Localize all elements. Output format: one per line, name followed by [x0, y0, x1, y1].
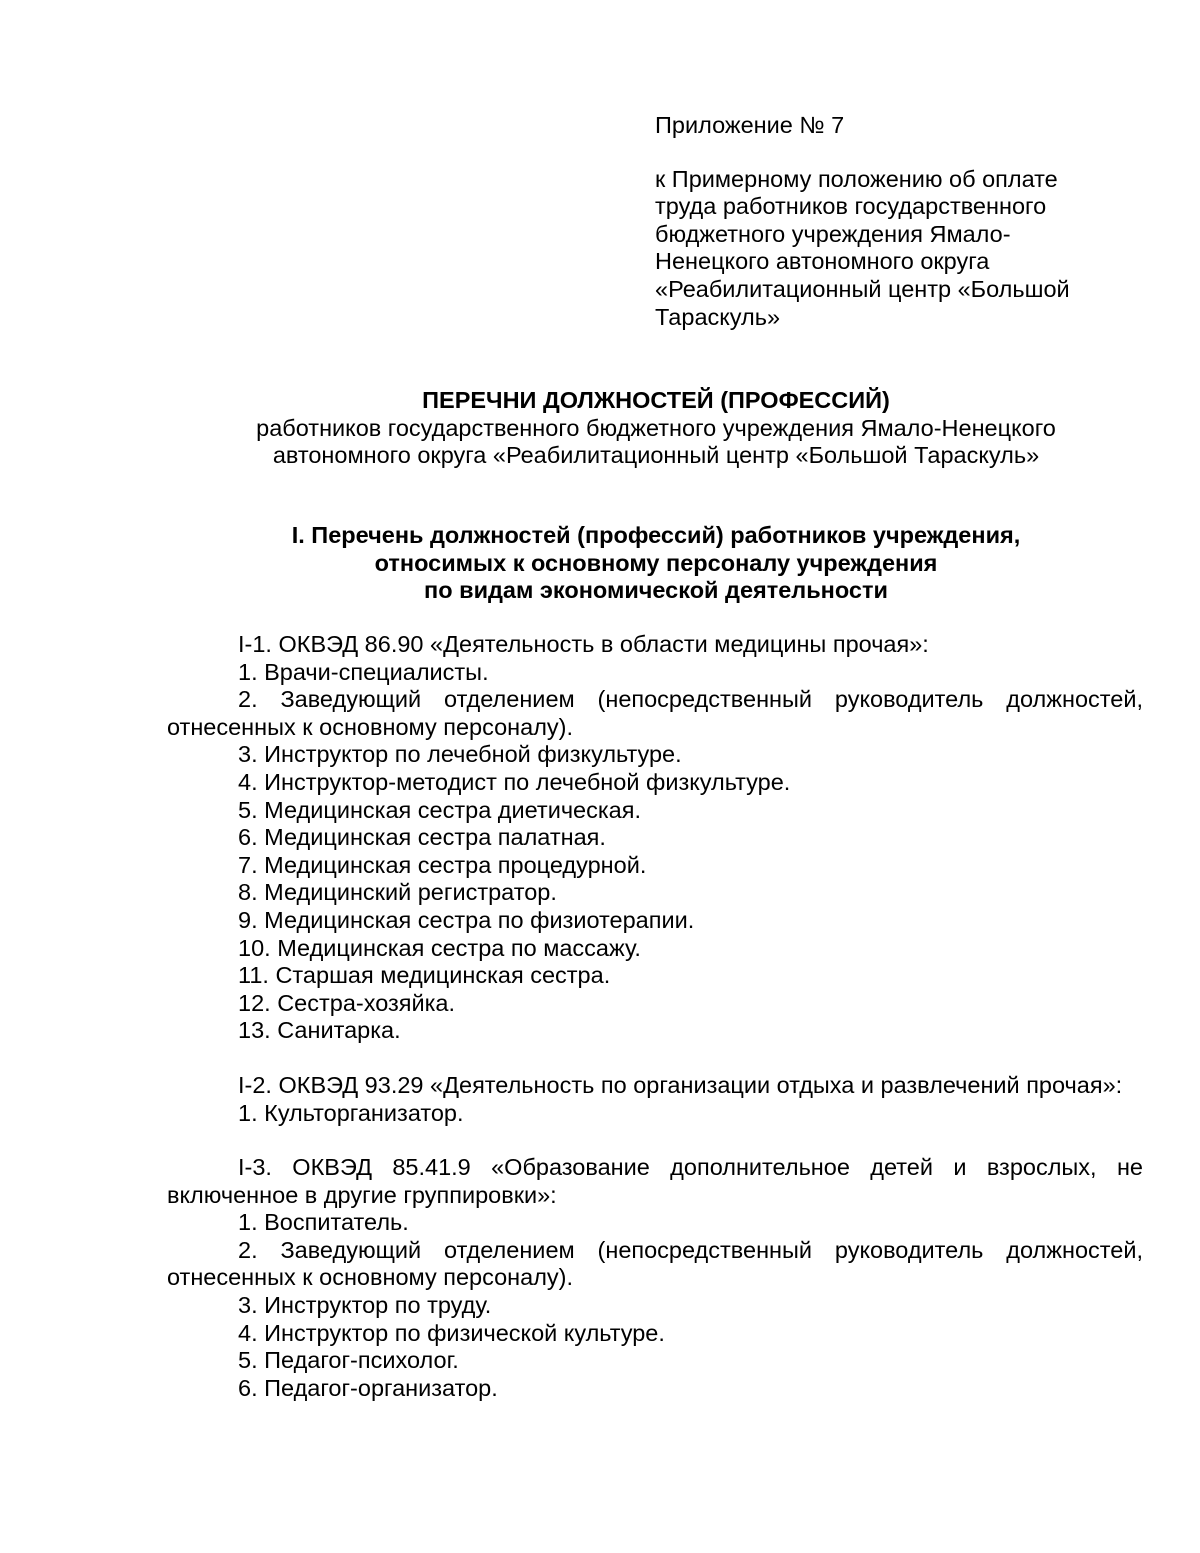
list-item: 1. Культорганизатор. — [238, 1099, 464, 1126]
list-item: 8. Медицинский регистратор. — [238, 879, 557, 906]
appendix-line: «Реабилитационный центр «Большой — [655, 275, 1070, 302]
list-item: 3. Инструктор по лечебной физкультуре. — [238, 741, 682, 768]
section-heading-line: I. Перечень должностей (профессий) работников учреждения, — [291, 522, 1021, 548]
list-item: 13. Санитарка. — [238, 1017, 401, 1044]
document-subtitle-line: автономного округа «Реабилитационный центр «Большой Тараскуль» — [272, 442, 1040, 469]
list-item: 5. Медицинская сестра диетическая. — [238, 796, 641, 823]
document-title-block — [150, 387, 1162, 470]
group-heading: I-3. ОКВЭД 85.41.9 «Образование дополнительное детей и взрослых, не включенное в другие группировки»: — [167, 1154, 1143, 1208]
group-heading: I-1. ОКВЭД 86.90 «Деятельность в области медицины прочая»: — [238, 631, 929, 657]
appendix-number: Приложение № 7 — [655, 112, 845, 138]
appendix-line: к Примерному положению об оплате — [655, 165, 1058, 192]
section-heading-line: относимых к основному персоналу учреждения — [374, 549, 938, 576]
list-item: 11. Старшая медицинская сестра. — [238, 962, 611, 989]
okved-group-2 — [167, 1072, 1143, 1127]
group-heading: I-2. ОКВЭД 93.29 «Деятельность по организации отдыха и развлечений прочая»: — [238, 1071, 1123, 1098]
list-item: 3. Инструктор по труду. — [238, 1292, 492, 1319]
list-item: 1. Врачи-специалисты. — [238, 658, 489, 685]
list-item: 2. Заведующий отделением (непосредственный руководитель должностей, отнесенных к основному персоналу). — [167, 1236, 1143, 1291]
document-title: ПЕРЕЧНИ ДОЛЖНОСТЕЙ (ПРОФЕССИЙ) — [422, 387, 890, 413]
document-subtitle-line: работников государственного бюджетного учреждения Ямало-Ненецкого — [256, 414, 1056, 441]
list-item: 9. Медицинская сестра по физиотерапии. — [238, 906, 695, 933]
list-item: 1. Воспитатель. — [238, 1209, 409, 1236]
okved-group-3 — [167, 1154, 1143, 1402]
list-item: 7. Медицинская сестра процедурной. — [238, 851, 647, 878]
appendix-line: Ненецкого автономного округа — [655, 248, 990, 275]
document-body — [167, 631, 1143, 1429]
appendix-block — [655, 112, 1155, 331]
list-item: 6. Медицинская сестра палатная. — [238, 824, 606, 851]
list-item: 5. Педагог-психолог. — [238, 1347, 459, 1374]
appendix-line: труда работников государственного — [655, 193, 1047, 220]
okved-group-1 — [167, 631, 1143, 1045]
list-item: 2. Заведующий отделением (непосредственный руководитель должностей, отнесенных к основному персоналу). — [167, 686, 1143, 740]
section-heading — [150, 522, 1162, 605]
list-item: 12. Сестра-хозяйка. — [238, 989, 456, 1016]
list-item: 6. Педагог-организатор. — [238, 1374, 498, 1401]
list-item: 4. Инструктор по физической культуре. — [238, 1319, 665, 1346]
section-heading-line: по видам экономической деятельности — [424, 577, 888, 604]
list-item: 4. Инструктор-методист по лечебной физкультуре. — [238, 768, 791, 795]
list-item: 10. Медицинская сестра по массажу. — [238, 934, 641, 961]
appendix-line: Тараскуль» — [655, 303, 781, 330]
appendix-line: бюджетного учреждения Ямало- — [655, 220, 1011, 247]
